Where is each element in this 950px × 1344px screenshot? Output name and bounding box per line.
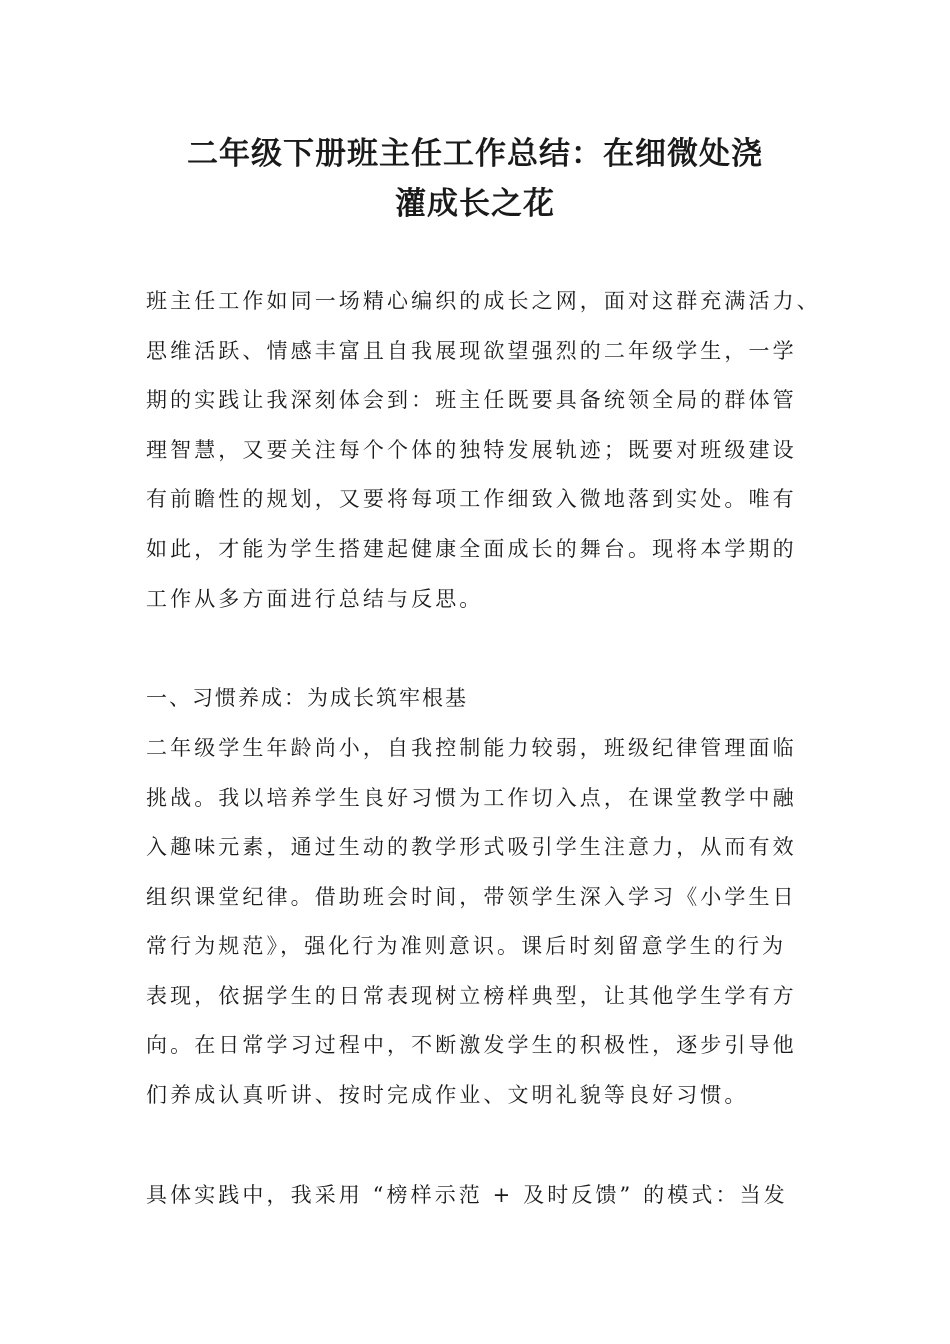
intro-line-6: 如此，才能为学生搭建起健康全面成长的舞台。现将本学期的: [146, 537, 797, 561]
section-1-heading: 一、习惯养成：为成长筑牢根基: [146, 686, 468, 710]
intro-line-7: 工作从多方面进行总结与反思。: [146, 587, 484, 611]
intro-line-4: 理智慧，又要关注每个个体的独特发展轨迹；既要对班级建设: [146, 438, 797, 462]
section-2-line-1: 具体实践中，我采用 “榜样示范 + 及时反馈” 的模式：当发: [146, 1183, 788, 1207]
intro-line-3: 期的实践让我深刻体会到：班主任既要具备统领全局的群体管: [146, 388, 797, 412]
section-1-line-6: 表现，依据学生的日常表现树立榜样典型，让其他学生学有方: [146, 984, 797, 1008]
intro-line-5: 有前瞻性的规划，又要将每项工作细致入微地落到实处。唯有: [146, 487, 797, 511]
intro-line-1: 班主任工作如同一场精心编织的成长之网，面对这群充满活力、: [146, 289, 821, 313]
intro-line-2: 思维活跃、情感丰富且自我展现欲望强烈的二年级学生，一学: [146, 339, 797, 363]
section-1-line-7: 向。在日常学习过程中，不断激发学生的积极性，逐步引导他: [146, 1033, 797, 1057]
section-1-line-8: 们养成认真听讲、按时完成作业、文明礼貌等良好习惯。: [146, 1083, 749, 1107]
section-1-line-1: 二年级学生年龄尚小，自我控制能力较弱，班级纪律管理面临: [146, 736, 797, 760]
section-1-line-4: 组织课堂纪律。借助班会时间，带领学生深入学习《小学生日: [146, 885, 797, 909]
document-title-line-1: 二年级下册班主任工作总结：在细微处浇: [187, 136, 763, 172]
document-title-line-2: 灌成长之花: [395, 186, 555, 222]
section-1-line-2: 挑战。我以培养学生良好习惯为工作切入点，在课堂教学中融: [146, 786, 797, 810]
section-1-line-3: 入趣味元素，通过生动的教学形式吸引学生注意力，从而有效: [146, 835, 797, 859]
section-1-line-5: 常行为规范》，强化行为准则意识。课后时刻留意学生的行为: [146, 934, 787, 958]
